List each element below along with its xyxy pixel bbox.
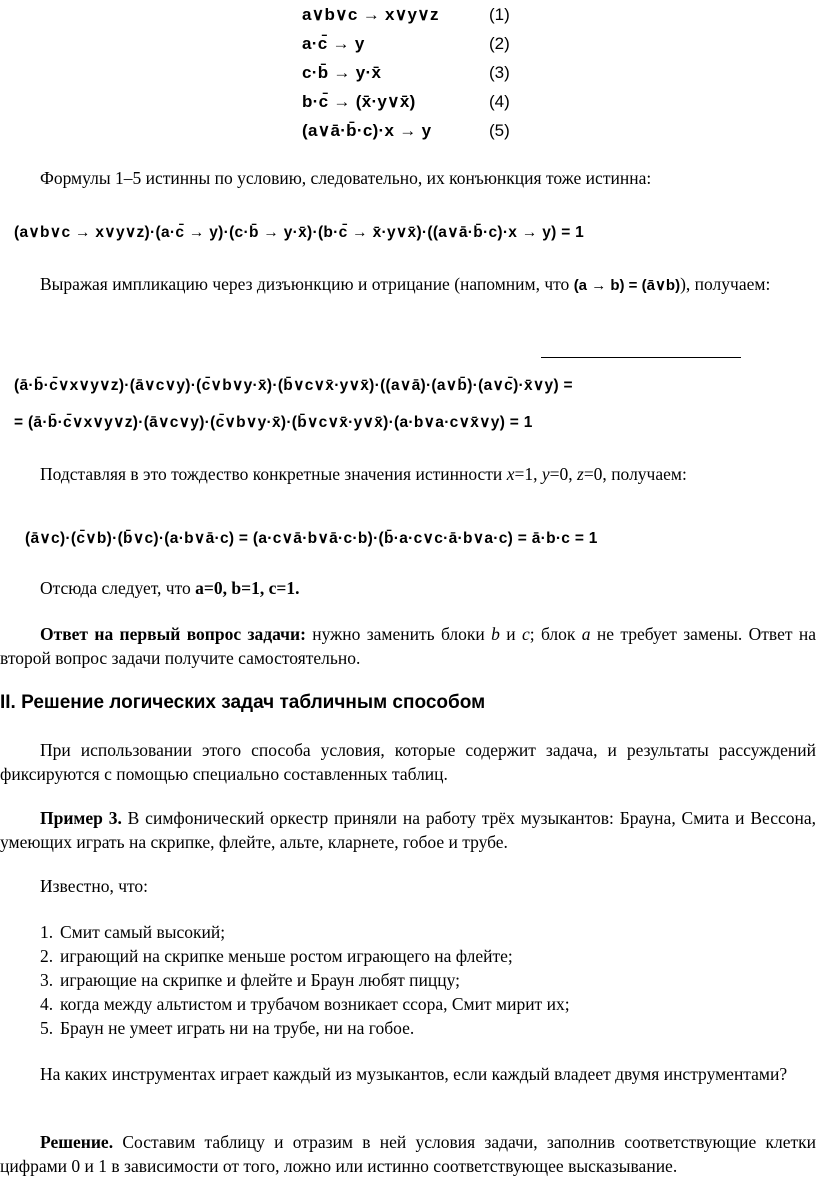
answer-paragraph	[0, 622, 816, 670]
paragraph-conjunction: Формулы 1–5 истинны по условию, следовательно, их конъюнкция тоже истинна:	[40, 168, 652, 188]
list-number: 3.	[40, 970, 54, 990]
question-paragraph: На каких инструментах играет каждый из музыкантов, если каждый владеет двумя инструментами?	[40, 1064, 788, 1084]
list-text: Браун не умеет играть ни на трубе, ни на гобое.	[60, 1018, 415, 1038]
list-item	[0, 992, 570, 1016]
val-z: =0,	[583, 464, 612, 484]
list-number: 5.	[40, 1018, 54, 1038]
long-negation-bar	[541, 357, 741, 358]
paragraph-implication	[0, 272, 816, 298]
list-text: играющий на скрипке меньше ростом играющего на флейте;	[60, 946, 513, 966]
list-item	[0, 920, 225, 944]
list-item	[0, 968, 460, 992]
expanded-formula-line-1: (ā·b̄·c̄∨x∨y∨z)·(ā∨c∨y)·(c̄∨b∨y·x̄)·(b̄∨c∨x̄·y∨x̄)·((a∨ā)·(a∨b̄)·(a∨c̄)·x̄∨y) =	[14, 377, 573, 394]
known-label: Известно, что:	[40, 876, 149, 896]
result-values: a=0, b=1, c=1.	[195, 578, 300, 598]
answer-block-a: a	[581, 624, 591, 644]
answer-text-1: нужно заменить блоки	[305, 624, 492, 644]
list-item	[0, 944, 513, 968]
formula-4: b·c̄ → (x̄·y∨x̄)	[302, 92, 416, 111]
val-y: =0,	[549, 464, 577, 484]
section-heading: II. Решение логических задач табличным способом	[0, 692, 486, 713]
formula-1: a∨b∨c → x∨y∨z	[302, 5, 439, 24]
list-number: 2.	[40, 946, 54, 966]
list-text: играющие на скрипке и флейте и Браун любят пиццу;	[60, 970, 460, 990]
val-x: =1,	[514, 464, 542, 484]
substitution-tail: получаем:	[611, 464, 687, 484]
formula-2-number: (2)	[489, 34, 510, 53]
var-y: y	[541, 464, 550, 484]
formula-4-number: (4)	[489, 92, 510, 111]
paragraph-implication-tail: ), получаем:	[680, 274, 771, 294]
list-item	[0, 1016, 414, 1040]
answer-and: и	[499, 624, 522, 644]
substitution-formula: (ā∨c)·(c̄∨b)·(b̄∨c)·(a·b∨ā·c) = (a·c∨ā·b∨ā·c·b)·(b̄·a·c∨c·ā·b∨a·c) = ā·b·c = 1	[25, 530, 598, 547]
paragraph-implication-text: Выражая импликацию через дизъюнкцию и отрицание (напомним, что	[40, 274, 574, 294]
list-text: Смит самый высокий;	[60, 922, 226, 942]
formula-1-number: (1)	[489, 5, 510, 24]
paragraph-result	[40, 576, 299, 600]
list-number: 4.	[40, 994, 54, 1014]
formula-3-number: (3)	[489, 63, 510, 82]
list-text: когда между альтистом и трубачом возникает ссора, Смит мирит их;	[60, 994, 570, 1014]
expanded-formula-line-2: = (ā·b̄·c̄∨x∨y∨z)·(ā∨c∨y)·(c̄∨b∨y·x̄)·(b̄∨c∨x̄·y∨x̄)·(a·b∨a·c∨x̄∨y) = 1	[14, 414, 533, 431]
var-z: z	[577, 464, 584, 484]
formula-2: a·c̄ → y	[302, 34, 365, 53]
example-text: В симфонический оркестр приняли на работу трёх музыкантов: Брауна, Смита и Вессона, умеющих играть на скрипке, флейте, альте, кларнете, гобое и трубе.	[0, 808, 816, 852]
solution-paragraph	[0, 1130, 816, 1178]
implication-formula: (a → b) = (ā∨b)	[573, 277, 681, 294]
example-paragraph	[0, 806, 816, 854]
result-text: Отсюда следует, что	[40, 578, 196, 598]
substitution-text: Подставляя в это тождество конкретные значения истинности	[40, 464, 507, 484]
example-label: Пример 3.	[40, 808, 122, 828]
list-number: 1.	[40, 922, 54, 942]
answer-block-b: b	[491, 624, 500, 644]
formula-3: c·b̄ → y·x̄	[302, 63, 382, 82]
solution-text: Составим таблицу и отразим в ней условия задачи, заполнив соответствующие клетки цифрами 0 и 1 в зависимости от того, ложно или истинно соответствующее высказывание.	[0, 1132, 816, 1176]
var-x: x	[506, 464, 515, 484]
answer-text-2: ; блок	[529, 624, 582, 644]
answer-block-c: c	[521, 624, 530, 644]
answer-label: Ответ на первый вопрос задачи:	[40, 624, 306, 644]
solution-label: Решение.	[40, 1132, 114, 1152]
formula-5-number: (5)	[489, 121, 510, 140]
paragraph-table-method: При использовании этого способа условия, которые содержит задача, и результаты рассуждений фиксируются с помощью специально составленных таблиц.	[0, 740, 816, 784]
conjunction-formula: (a∨b∨c → x∨y∨z)·(a·c̄ → y)·(c·b̄ → y·x̄)·(b·c̄ → x̄·y∨x̄)·((a∨ā·b̄·c)·x → y) = 1	[14, 224, 585, 241]
formula-5: (a∨ā·b̄·c)·x → y	[302, 121, 432, 140]
paragraph-substitution	[40, 462, 687, 486]
answer-text-3: не требует замены. Ответ на второй вопрос задачи получите самостоятельно.	[0, 624, 816, 668]
